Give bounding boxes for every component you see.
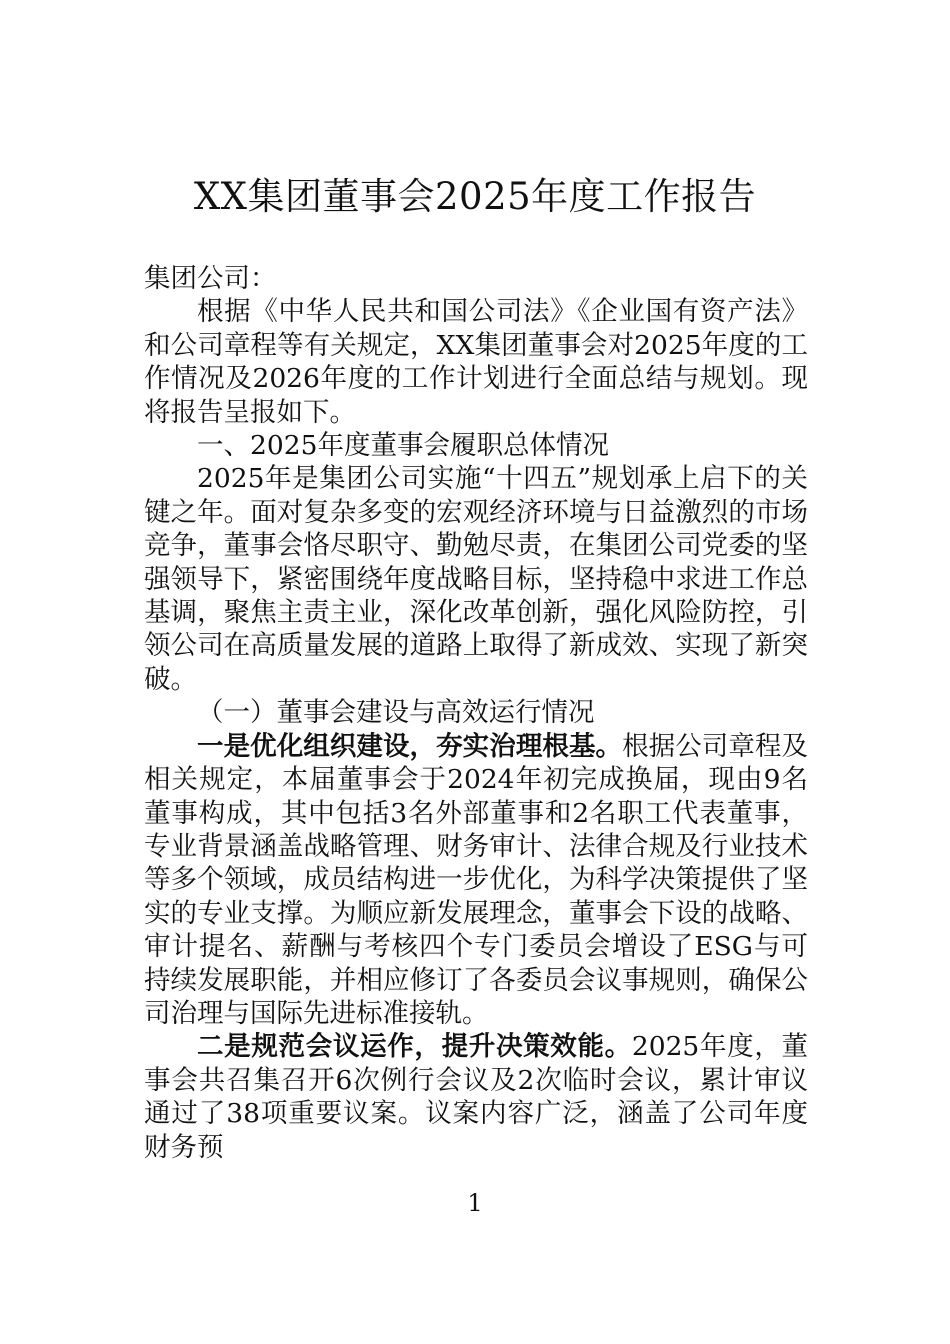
intro-paragraph: 根据《中华人民共和国公司法》《企业国有资产法》和公司章程等有关规定，XX集团董事会对2025年度的工作情况及2026年度的工作计划进行全面总结与规划。现将报告呈报如下。 [144,296,808,428]
point-2-text: 2025年度，董事会共召集召开6次例行会议及2次临时会议，累计审议通过了38项重要议案。议案内容广泛，涵盖了公司年度财务预 [144,1031,808,1163]
point-2-paragraph [144,1030,808,1164]
document-body [144,262,808,1164]
section-1-paragraph: 2025年是集团公司实施“十四五”规划承上启下的关键之年。面对复杂多变的宏观经济环境与日益激烈的市场竞争，董事会恪尽职守、勤勉尽责，在集团公司党委的坚强领导下，紧密围绕年度战略目标，坚持稳中求进工作总基调，聚焦主责主业，深化改革创新，强化风险防控，引领公司在高质量发展的道路上取得了新成效、实现了新突破。 [144,463,808,695]
document-title: XX集团董事会2025年度工作报告 [193,175,757,218]
page-number: 1 [467,1189,483,1217]
point-1-lead: 一是优化组织建设，夯实治理根基。 [197,730,623,762]
subsection-heading-1: （一）董事会建设与高效运行情况 [197,697,595,729]
point-1-text: 根据公司章程及相关规定，本届董事会于2024年初完成换届，现由9名董事构成，其中包括3名外部董事和2名职工代表董事，专业背景涵盖战略管理、财务审计、法律合规及行业技术等多个领域，成员结构进一步优化，为科学决策提供了坚实的专业支撑。为顺应新发展理念，董事会下设的战略、审计提名、薪酬与考核四个专门委员会增设了ESG与可持续发展职能，并相应修订了各委员会议事规则，确保公司治理与国际先进标准接轨。 [144,730,809,1029]
section-heading-1: 一、2025年度董事会履职总体情况 [197,430,609,462]
point-2-lead: 二是规范会议运作，提升决策效能。 [197,1031,632,1063]
salutation: 集团公司： [144,263,277,294]
point-1-paragraph [144,730,808,1031]
